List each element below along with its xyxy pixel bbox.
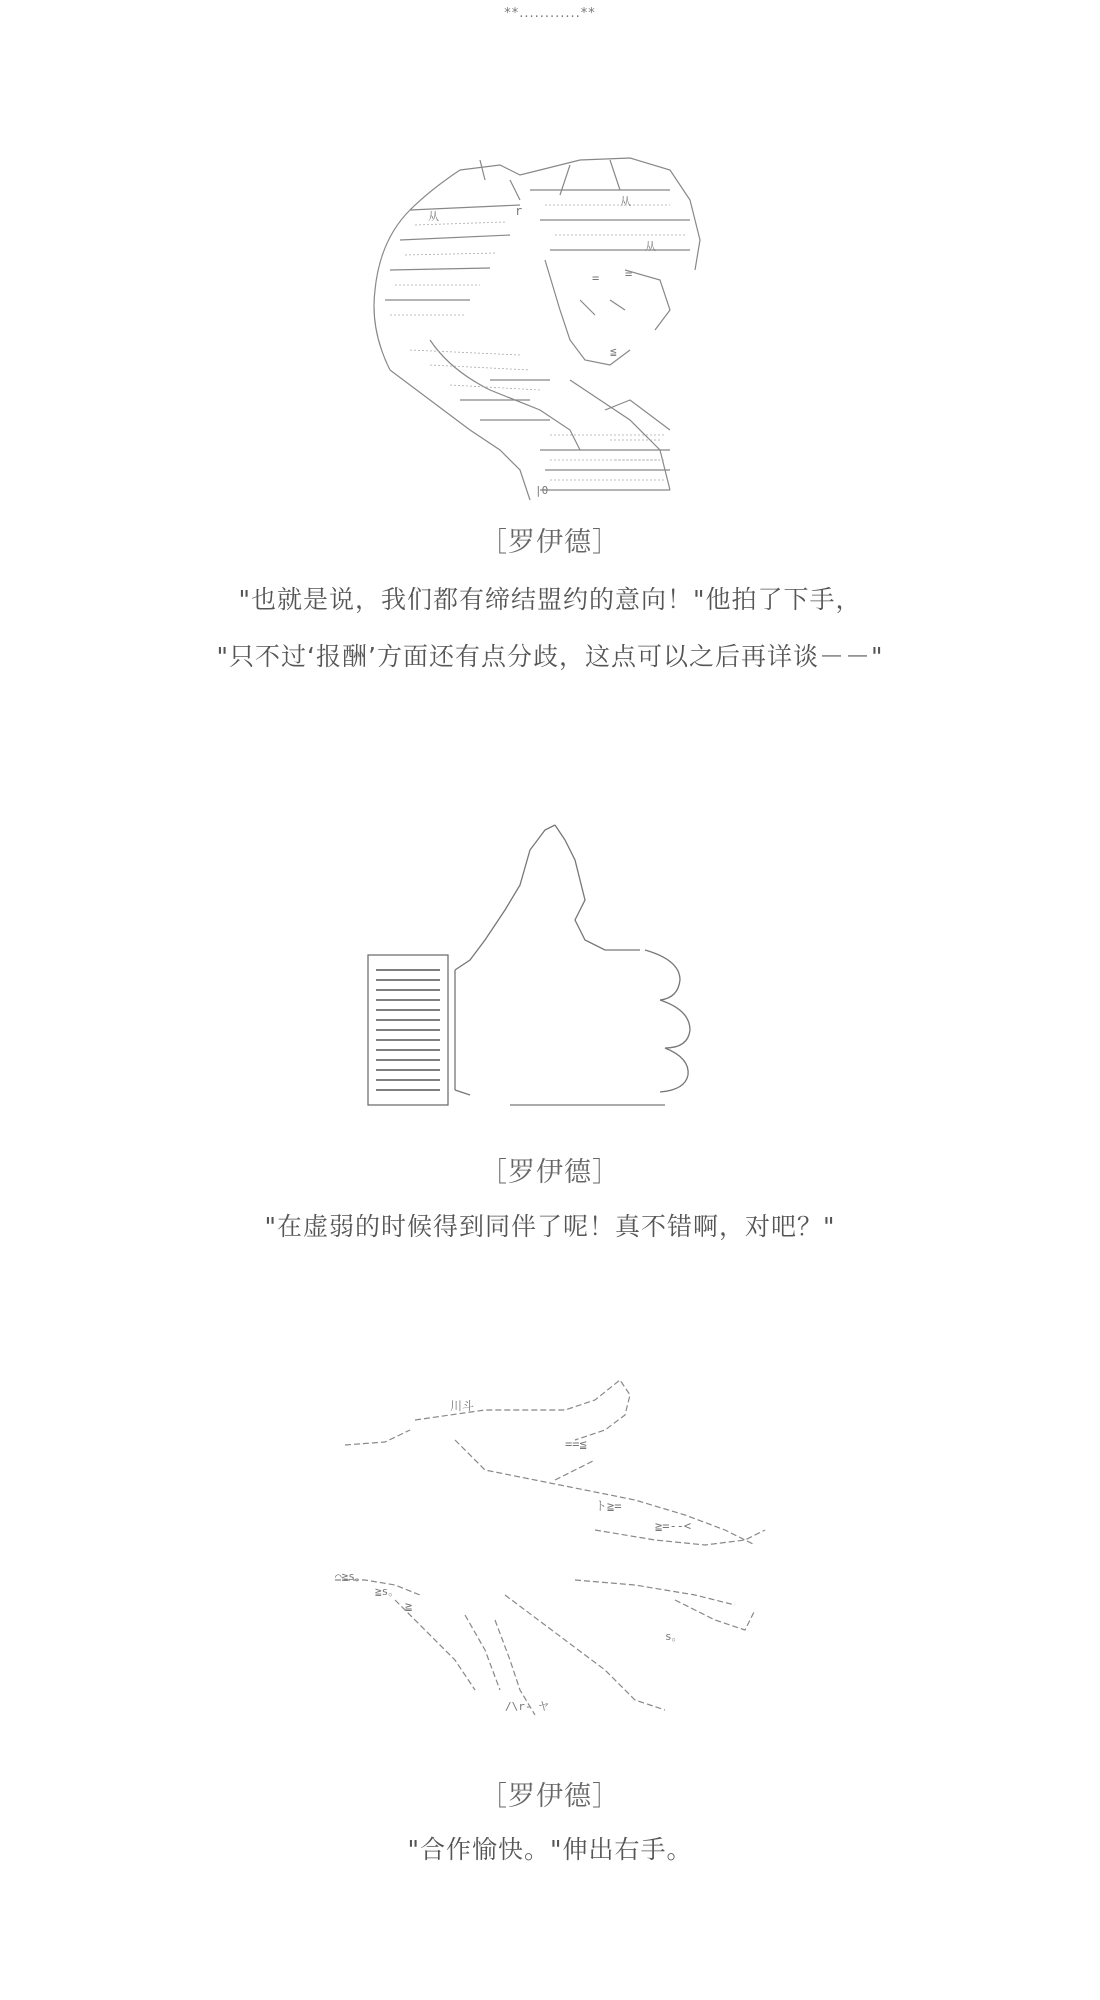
svg-text:⌒≧s。: ⌒≧s。 [335, 1570, 366, 1583]
svg-text:|0: |0 [535, 484, 549, 497]
ascii-art-extended-hand [335, 1370, 785, 1730]
ascii-art-thumbs-up [360, 810, 760, 1130]
top-divider: **............** [504, 6, 596, 21]
svg-text:川斗: 川斗 [450, 1399, 475, 1413]
svg-text:从: 从 [645, 240, 656, 253]
svg-text:≦: ≦ [610, 345, 617, 358]
svg-text:=: = [592, 271, 600, 285]
ascii-art-character [370, 150, 730, 510]
dialogue-line: "也就是说，我们都有缔结盟约的意向！"他拍了下手， [238, 585, 862, 614]
svg-text:≧s。: ≧s。 [375, 1585, 400, 1598]
svg-text:≧=--<: ≧=--< [655, 1519, 692, 1533]
dialogue-line: "只不过‘报酬’方面还有点分歧，这点可以之后再详谈－－" [216, 642, 884, 671]
svg-text:从: 从 [428, 210, 439, 223]
speaker-name: ［罗伊德］ [480, 1157, 620, 1188]
svg-text:s。: s。 [665, 1630, 683, 1643]
svg-text:r: r [515, 204, 523, 218]
svg-text:≧: ≧ [405, 1599, 413, 1613]
speaker-name: ［罗伊德］ [480, 1781, 620, 1812]
dialogue-line: "合作愉快。"伸出右手。 [407, 1835, 693, 1864]
svg-text:/\r- ヤ: /\r- ヤ [505, 1700, 550, 1713]
svg-text:从: 从 [620, 195, 631, 208]
svg-text:=: = [625, 267, 633, 281]
svg-text:==≦: ==≦ [565, 1437, 587, 1451]
svg-text:ト≧=: ト≧= [595, 1499, 622, 1513]
dialogue-line: "在虚弱的时候得到同伴了呢！真不错啊，对吧？" [264, 1212, 836, 1241]
speaker-name: ［罗伊德］ [480, 527, 620, 558]
